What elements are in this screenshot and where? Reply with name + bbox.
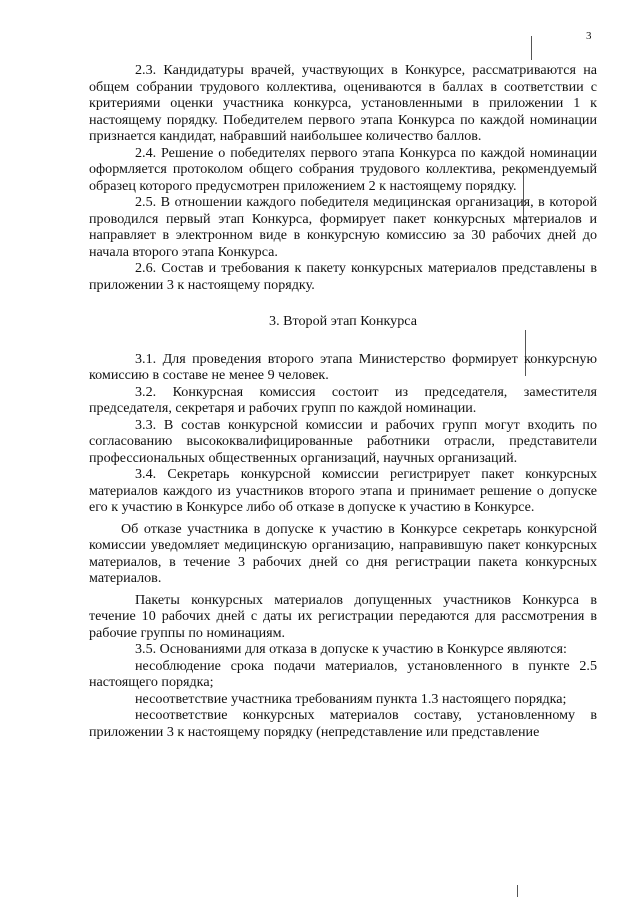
- page-number: 3: [586, 30, 592, 42]
- paragraph-packages-transfer: Пакеты конкурсных материалов допущенных участников Конкурса в течение 10 рабочих дней с даты их регистрации передаются для рассмотрения в рабочие группы по номинациям.: [89, 591, 597, 641]
- paragraph-2-4: 2.4. Решение о победителях первого этапа Конкурса по каждой номинации оформляется протоколом общего собрания трудового коллектива, рекомендуемый образец которого предусмотрен приложением 2 к настоящему порядку.: [89, 144, 597, 194]
- section-heading: 3. Второй этап Конкурса: [269, 313, 417, 329]
- document-body: [89, 62, 597, 740]
- paragraph-2-6: 2.6. Состав и требования к пакету конкурсных материалов представлены в приложении 3 к настоящему порядку.: [89, 260, 597, 293]
- paragraph-3-4: 3.4. Секретарь конкурсной комиссии регистрирует пакет конкурсных материалов каждого из участников второго этапа и принимает решение о допуске его к участию в Конкурсе либо об отказе в допуске к участию в Конкурсе.: [89, 466, 597, 515]
- paragraph-2-5: 2.5. В отношении каждого победителя медицинская организация, в которой проводился первый этап Конкурса, формирует пакет конкурсных материалов и направляет в электронном виде в конкурсную комиссию за 30 рабочих дней до начала второго этапа Конкурса.: [89, 194, 597, 260]
- paragraph-3-3: 3.3. В состав конкурсной комиссии и рабочих групп могут входить по согласованию высококвалифицированные работники отрасли, представители профессиональных общественных организаций, научных организаций.: [89, 416, 597, 466]
- paragraph-3-2: 3.2. Конкурсная комиссия состоит из председателя, заместителя председателя, секретаря и рабочих групп по каждой номинации.: [89, 383, 597, 416]
- paragraph-ground-materials: несоответствие конкурсных материалов составу, установленному в приложении 3 к настоящему порядку (непредставление или представление: [89, 707, 597, 740]
- paragraph-ground-participant: несоответствие участника требованиям пункта 1.3 настоящего порядка;: [135, 690, 567, 707]
- scan-artifact-line: [531, 36, 532, 60]
- paragraph-2-3: 2.3. Кандидатуры врачей, участвующих в Конкурсе, рассматриваются на общем собрании трудового коллектива, оцениваются в баллах в соответствии с критериями оценки участника конкурса, установленными в приложении 1 к настоящему порядку. Победителем первого этапа Конкурса по каждой номинации признается кандидат, набравший наибольшее количество баллов.: [89, 62, 597, 144]
- scan-artifact-line: [517, 885, 518, 897]
- paragraph-ground-deadline: несоблюдение срока подачи материалов, установленного в пункте 2.5 настоящего порядка;: [89, 657, 597, 690]
- paragraph-3-5: 3.5. Основаниями для отказа в допуске к участию в Конкурсе являются:: [135, 641, 567, 657]
- paragraph-refusal-notice: Об отказе участника в допуске к участию в Конкурсе секретарь конкурсной комиссии уведомляет медицинскую организацию, направившую пакет конкурсных материалов, в течение 3 рабочих дней со дня регистрации пакета конкурсных материалов.: [89, 520, 597, 586]
- paragraph-3-1: 3.1. Для проведения второго этапа Министерство формирует конкурсную комиссию в составе не менее 9 человек.: [89, 350, 597, 383]
